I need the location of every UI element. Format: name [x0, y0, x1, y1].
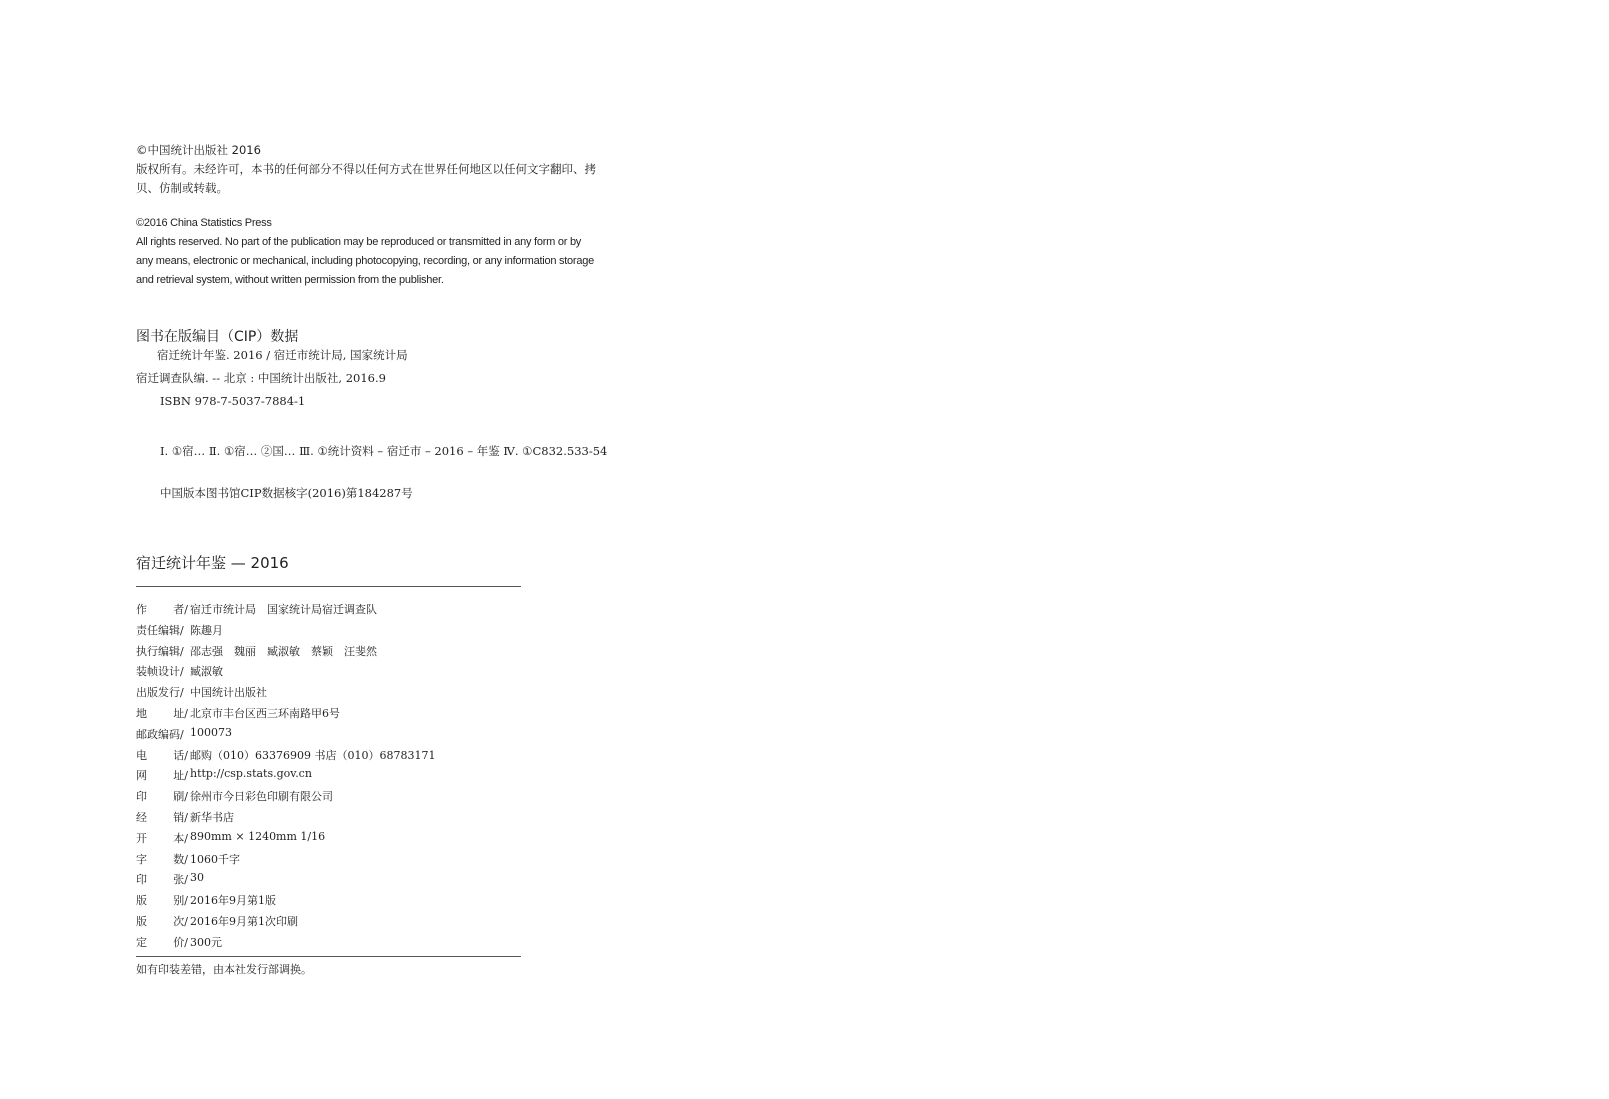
info-label	[136, 663, 188, 684]
info-value: 890mm × 1240mm 1/16	[190, 829, 326, 843]
cip-classification: Ⅰ. ①宿… Ⅱ. ①宿… ②国… Ⅲ. ①统计资料 – 宿迁市 – 2016 – 年鉴 Ⅳ. ①C832.533-54	[160, 444, 608, 458]
info-row	[136, 871, 526, 892]
info-label-char: 版	[136, 894, 147, 908]
info-label	[136, 622, 188, 643]
credits-page	[800, 0, 1609, 1099]
info-value: 新华书店	[190, 810, 234, 824]
info-label-char: 销/	[173, 810, 188, 824]
info-value: 邮购（010）63376909 书店（010）68783171	[190, 748, 436, 762]
info-label-char: 地	[136, 706, 147, 720]
cip-line: 宿迁统计年鉴. 2016 / 宿迁市统计局, 国家统计局	[157, 348, 408, 362]
info-row	[136, 913, 526, 934]
info-row	[136, 643, 526, 664]
info-value: 陈趣月	[190, 623, 223, 637]
info-label-char: 版	[136, 914, 147, 928]
copyright-line: any means, electronic or mechanical, including photocopying, recording, or any information storage	[136, 255, 594, 267]
info-label	[136, 684, 188, 705]
cip-data-number: 中国版本图书馆CIP数据核字(2016)第184287号	[160, 486, 413, 500]
info-row	[136, 622, 526, 643]
info-label-char: 作	[136, 603, 147, 616]
info-value: 30	[190, 871, 204, 885]
copyright-line: ©2016 China Statistics Press	[136, 217, 272, 229]
info-value: 中国统计出版社	[190, 686, 267, 700]
info-label-char: 网	[136, 769, 147, 783]
info-label-char: 本/	[173, 831, 188, 845]
info-label	[136, 934, 188, 955]
copyright-notice-english	[136, 214, 636, 290]
info-row	[136, 809, 526, 830]
divider	[136, 956, 521, 957]
info-row	[136, 705, 526, 726]
copyright-line: and retrieval system, without written permission from the publisher.	[136, 274, 444, 286]
footnote: 如有印装差错，由本社发行部调换。	[136, 963, 312, 976]
info-label-char: 执行编辑/	[136, 644, 184, 658]
info-label-char: 经	[136, 810, 147, 824]
copyright-page	[0, 0, 800, 1099]
info-label-char: 开	[136, 831, 147, 845]
info-row	[136, 684, 526, 705]
info-label	[136, 851, 188, 872]
info-row	[136, 726, 526, 747]
info-row	[136, 663, 526, 684]
info-label-char: 责任编辑/	[136, 623, 184, 637]
info-label-char: 别/	[173, 894, 188, 908]
info-label-char: 电	[136, 748, 147, 762]
info-label-char: 张/	[173, 873, 188, 887]
info-label-char: 者/	[173, 603, 188, 616]
info-value: 2016年9月第1次印刷	[190, 914, 298, 928]
info-label	[136, 767, 188, 788]
info-label	[136, 892, 188, 913]
info-label	[136, 788, 188, 809]
info-value: 徐州市今日彩色印刷有限公司	[190, 790, 333, 804]
info-value: 2016年9月第1版	[190, 894, 276, 908]
info-value: 邵志强 魏丽 臧淑敏 蔡颖 汪斐然	[190, 644, 377, 658]
info-value: 宿迁市统计局 国家统计局宿迁调查队	[190, 603, 377, 616]
info-label-char: 印	[136, 873, 147, 887]
info-label	[136, 726, 188, 747]
info-value: 100073	[190, 725, 232, 739]
info-label	[136, 809, 188, 830]
info-row	[136, 830, 526, 851]
info-label-char: 刷/	[173, 790, 188, 804]
info-label-char: 出版发行/	[136, 686, 184, 700]
info-value: 臧淑敏	[190, 665, 223, 679]
copyright-line: 贝、仿制或转载。	[136, 181, 228, 195]
info-label-char: 话/	[173, 748, 188, 762]
info-row	[136, 788, 526, 809]
info-row	[136, 601, 526, 622]
copyright-line: All rights reserved. No part of the publication may be reproduced or transmitted in any form or by	[136, 236, 582, 248]
info-label-char: 邮政编码/	[136, 727, 184, 741]
info-row	[136, 892, 526, 913]
info-label-char: 次/	[173, 914, 188, 928]
info-value: 1060千字	[190, 852, 240, 866]
copyright-line: ©中国统计出版社 2016	[136, 143, 261, 157]
info-label	[136, 747, 188, 768]
info-label-char: 定	[136, 935, 147, 949]
info-label-char: 印	[136, 790, 147, 804]
book-title: 宿迁统计年鉴 — 2016	[136, 554, 289, 572]
info-label	[136, 871, 188, 892]
info-label-char: 装帧设计/	[136, 665, 184, 679]
info-label-char: 字	[136, 852, 147, 866]
info-label-char: 价/	[173, 935, 188, 949]
cip-isbn: ISBN 978-7-5037-7884-1	[160, 394, 306, 408]
publication-info	[136, 601, 526, 955]
info-value: http://csp.stats.gov.cn	[190, 767, 312, 781]
info-label	[136, 643, 188, 664]
info-row	[136, 747, 526, 768]
info-label	[136, 705, 188, 726]
info-row	[136, 851, 526, 872]
copyright-line: 版权所有。未经许可，本书的任何部分不得以任何方式在世界任何地区以任何文字翻印、拷	[136, 162, 596, 176]
info-label-char: 址/	[173, 769, 188, 783]
info-value: 300元	[190, 935, 222, 949]
info-value: 北京市丰台区西三环南路甲6号	[190, 706, 340, 720]
copyright-notice-chinese	[136, 141, 636, 198]
divider	[136, 586, 521, 587]
cip-title: 图书在版编目（CIP）数据	[136, 329, 299, 345]
info-label	[136, 601, 188, 622]
info-row	[136, 934, 526, 955]
info-label	[136, 913, 188, 934]
cip-line: 宿迁调查队编. -- 北京 : 中国统计出版社, 2016.9	[136, 371, 386, 385]
info-label-char: 数/	[173, 852, 188, 866]
info-label-char: 址/	[173, 706, 188, 720]
info-label	[136, 830, 188, 851]
info-row	[136, 767, 526, 788]
